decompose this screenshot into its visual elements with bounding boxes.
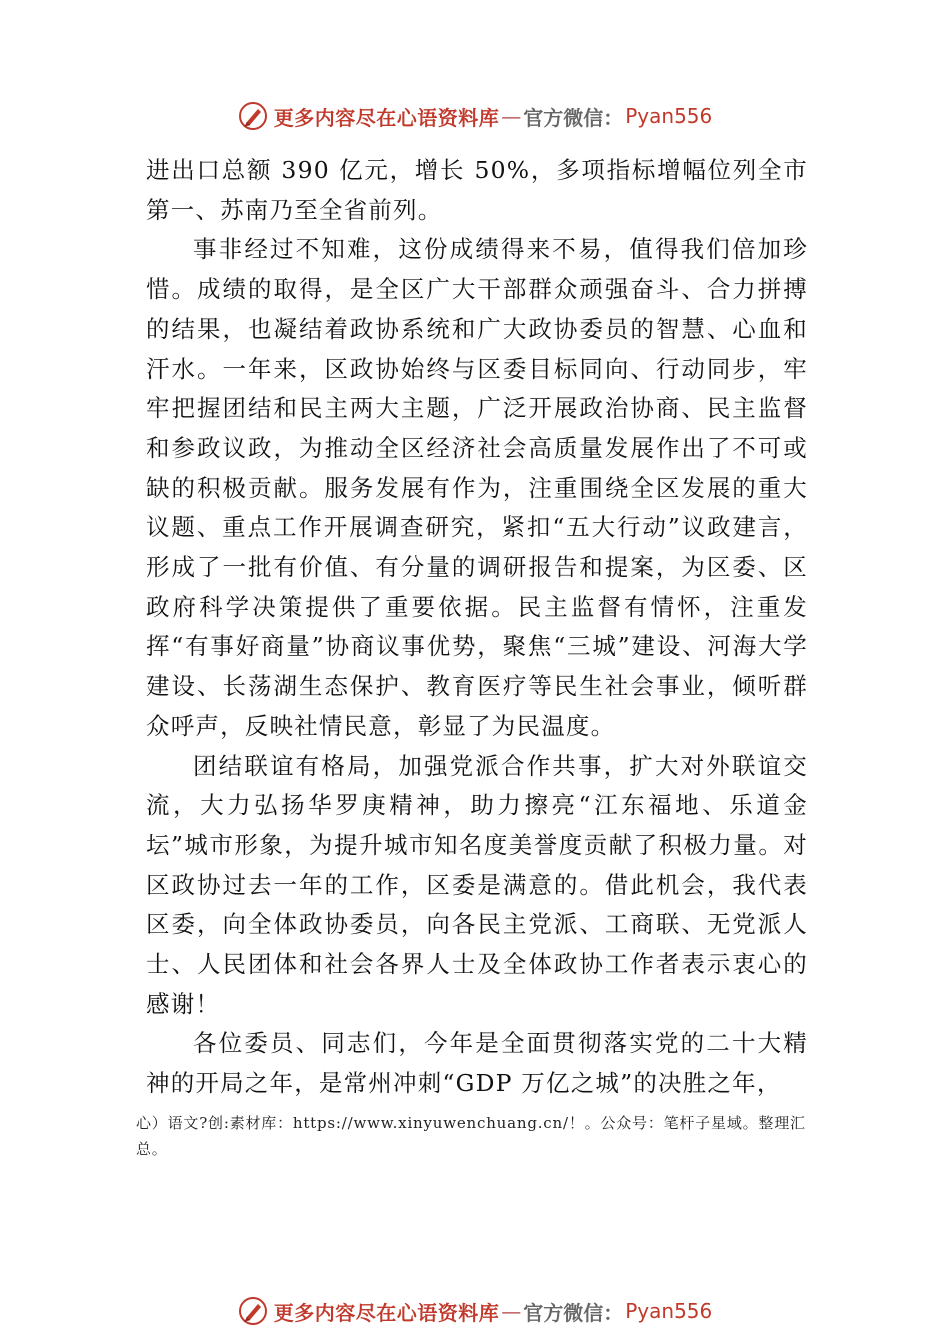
watermark-label: 官方微信： — [523, 1300, 624, 1325]
paragraph-2: 事非经过不知难，这份成绩得来不易，值得我们倍加珍惜。成绩的取得，是全区广大干部群众顽强奋斗、合力拼搏的结果，也凝结着政协系统和广大政协委员的智慧、心血和汗水。一年来，区政协始终与区委目标同向、行动同步，牢 牢把握团结和民主两大主题，广泛开展政治协商、民主监督和参政议政，为推动全区经济社会高质量发展作出了不可或缺的积极贡献。服务发展有作为，注重围绕全区发展的重大议题、重点工作开展调查研究，紧扣“五大行动”议政建言， 形成了一批有价值、有分量的调研报告和提案，为区委、区政府科学决策提供了重要依据。民主监督有情怀，注重发挥“有事好商量”协商议事优势，聚焦“三城”建设、河海大学建设、长荡湖生态保护、教育医疗等民生社会事业，倾听群众呼声，反映社情民意，彰显了为民温度。 — [146, 235, 808, 740]
watermark-label: 官方微信： — [523, 105, 624, 130]
watermark-title: 更多内容尽在心语资料库 — [273, 105, 500, 130]
paragraph-4: 各位委员、同志们，今年是全面贯彻落实党的二十大精神的开局之年，是常州冲刺“GDP 万亿之城”的决胜之年， — [146, 1029, 808, 1098]
paragraph-1: 进出口总额 390 亿元，增长 50%，多项指标增幅位列全市第一、苏南乃至全省前列。 — [146, 156, 808, 224]
watermark-account: Pyan556 — [625, 1299, 713, 1323]
watermark-account: Pyan556 — [625, 104, 713, 128]
source-footnote: 心）语文?创:素材库：https://www.xinyuwenchuang.cn/！。公众号：笔杆子星域。整理汇总。 — [136, 1114, 806, 1158]
watermark-separator: — — [501, 104, 522, 128]
paragraph-3: 团结联谊有格局，加强党派合作共事，扩大对外联谊交流，大力弘扬华罗庚精神，助力擦亮“江东福地、乐道金坛”城市形象，为提升城市知名度美誉度贡献了积极力量。对区政协过去一年的工作，区委是满意的。借此机会，我代表区委，向全体政协委员，向各民主党派、工商联、无党派人士、人民团体和社会各界人士及全体政协工作者表示衷心的感谢！ — [146, 751, 808, 1018]
watermark-title: 更多内容尽在心语资料库 — [273, 1300, 500, 1325]
footer-watermark — [0, 1291, 950, 1331]
pen-logo-icon — [238, 1296, 268, 1326]
document-body — [146, 151, 808, 1104]
watermark-separator: — — [501, 1299, 522, 1323]
header-watermark — [0, 96, 950, 136]
pen-logo-icon — [238, 101, 268, 131]
